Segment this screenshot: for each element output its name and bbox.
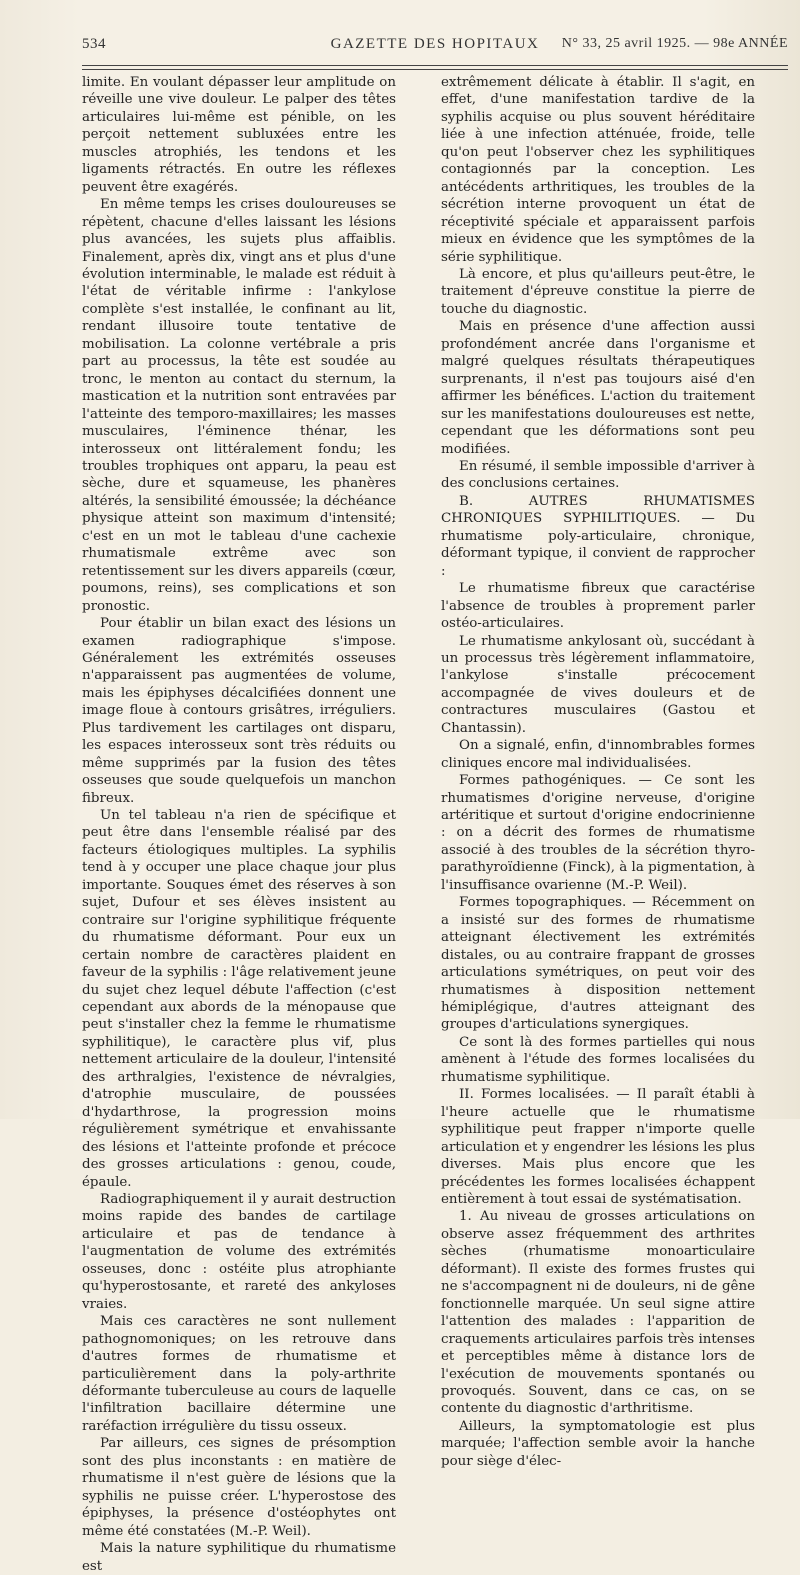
paragraph: Le rhumatisme ankylosant où, succédant à un processus très légèrement inflammatoire, l'ankylose s'installe précocement accompagnée de vives douleurs et de contractures musculaires (Gastou et Chantassin). — [441, 633, 755, 736]
paragraph: Mais ces caractères ne sont nullement pathognomoniques; on les retrouve dans d'autres formes de rhumatisme et particulièrement dans la poly-arthrite déformante tuberculeuse au cours de laquelle l'infiltration bacillaire détermine une raréfaction irrégulière du tissu osseux. — [82, 1314, 396, 1434]
paragraph: Pour établir un bilan exact des lésions un examen radiographique s'impose. Généralement les extrémités osseuses n'apparaissent pas augmentées de volume, mais les épiphyses décalcifiées donnent une image floue à contours grisâtres, irréguliers. Plus tardivement les cartilages ont disparu, les espaces interosseux sont très réduits ou même supprimés par la fusion des têtes osseuses que soude quelquefois un manchon fibreux. — [82, 616, 396, 806]
paragraph: Formes pathogéniques. — Ce sont les rhumatismes d'origine nerveuse, d'origine artéritique et surtout d'origine endocrinienne : on a décrit des formes de rhumatisme associé à des troubles de la sécrétion thyro-parathyroïdienne (Finck), à la pigmentation, à l'insuffisance ovarienne (M.-P. Weil). — [441, 773, 755, 893]
paragraph: Radiographiquement il y aurait destruction moins rapide des bandes de cartilage articulaire et pas de tendance à l'augmentation de volume des extrémités osseuses, donc : ostéite plus atrophiante qu'hyperostosante, et rareté des ankyloses vraies. — [82, 1192, 396, 1312]
paragraph: On a signalé, enfin, d'innombrables formes cliniques encore mal individualisées. — [441, 738, 755, 771]
paragraph: extrêmement délicate à établir. Il s'agit, en effet, d'une manifestation tardive de la syphilis acquise ou plus souvent héréditaire liée à une infection atténuée, froide, telle qu'on peut l'observer chez les syphilitiques contagionnés par la conception. Les antécédents arthritiques, les troubles de la sécrétion interne provoquent un état de réceptivité spéciale et apparaissent parfois mieux en évidence que les symptômes de la série syphilitique. — [441, 75, 755, 265]
paragraph: Ce sont là des formes partielles qui nous amènent à l'étude des formes localisées du rhumatisme syphilitique. — [441, 1034, 755, 1085]
page-header — [82, 36, 788, 58]
header-rule-top — [82, 65, 788, 66]
paragraph: En résumé, il semble impossible d'arriver à des conclusions certaines. — [441, 458, 755, 492]
left-column — [82, 74, 396, 1574]
paragraph: Un tel tableau n'a rien de spécifique et peut être dans l'ensemble réalisé par des facteurs étiologiques multiples. La syphilis tend à y occuper une place chaque jour plus importante. Souques émet des réserves à son sujet, Dufour et ses élèves insistent au contraire sur l'origine syphilitique fréquente du rhumatisme déformant. Pour eux un certain nombre de caractères plaident en faveur de la syphilis : l'âge relativement jeune du sujet chez lequel débute l'affection (c'est cependant aux abords de la ménopause que peut s'installer chez la femme le rhumatisme syphilitique), le caractère plus vif, plus nettement articulaire de la douleur, l'intensité des arthralgies, l'existence de névralgies, d'atrophie musculaire, de poussées d'hydarthrose, la progression moins régulièrement symétrique et envahissante des lésions et l'atteinte profonde et précoce des grosses articulations : genou, coude, épaule. — [82, 808, 396, 1190]
header-rule-bottom — [82, 69, 788, 70]
paragraph: Mais la nature syphilitique du rhumatisme est — [82, 1541, 396, 1574]
paragraph: En même temps les crises douloureuses se répètent, chacune d'elles laissant les lésions plus avancées, les sujets plus affaiblis. Finalement, après dix, vingt ans et plus d'une évolution interminable, le malade est réduit à l'état de véritable infirme : l'ankylose complète s'est installée, le confinant au lit, rendant illusoire toute tentative de mobilisation. La colonne vertébrale a pris part au processus, la tête est soudée au tronc, le menton au contact du sternum, la mastication et la nutrition sont entravées par l'atteinte des temporo-maxillaires; les masses musculaires, l'éminence thénar, les interosseux ont littéralement fondu; les troubles trophiques ont apparu, la peau est sèche, dure et squameuse, les phanères altérés, la sensibilité émoussée; la déchéance physique atteint son maximum d'intensité; c'est en un mot le tableau d'une cachexie rhumatismale extrême avec son retentissement sur les divers appareils (cœur, poumons, reins), ses complications et son pronostic. — [82, 197, 396, 614]
paragraph: Formes topographiques. — Récemment on a insisté sur des formes de rhumatisme atteignant électivement les extrémités distales, ou au contraire frappant de grosses articulations symétriques, on peut voir des rhumatismes à disposition nettement hémiplégique, d'autres atteignant des groupes d'articulations synergiques. — [441, 895, 755, 1033]
paragraph: Par ailleurs, ces signes de présomption sont des plus inconstants : en matière de rhumatisme il n'est guère de lésions que la syphilis ne puisse créer. L'hyperostose des épiphyses, la présence d'ostéophytes ont même été constatées (M.-P. Weil). — [82, 1436, 396, 1539]
right-column — [441, 74, 755, 1469]
section-heading: II. Formes localisées. — Il paraît établi à l'heure actuelle que le rhumatisme syphilitique peut frapper n'importe quelle articulation et y engendrer les lésions les plus diverses. Mais plus encore que les précédentes les formes localisées échappent entièrement à tout essai de systématisation. — [441, 1087, 755, 1207]
paragraph: Ailleurs, la symptomatologie est plus marquée; l'affection semble avoir la hanche pour siège d'élec- — [441, 1418, 755, 1469]
paragraph: Le rhumatisme fibreux que caractérise l'absence de troubles à proprement parler ostéo-articulaires. — [441, 581, 755, 632]
paragraph: Mais en présence d'une affection aussi profondément ancrée dans l'organisme et malgré quelques résultats thérapeutiques surprenants, il n'est pas toujours aisé d'en affirmer les bénéfices. L'action du traitement sur les manifestations douloureuses est nette, cependant que les déformations sont peu modifiées. — [441, 319, 755, 457]
section-heading: B. AUTRES RHUMATISMES CHRONIQUES SYPHILITIQUES. — Du rhumatisme poly-articulaire, chronique, déformant typique, il convient de rapprocher : — [441, 493, 755, 579]
journal-title: GAZETTE DES HOPITAUX — [330, 36, 540, 52]
paragraph: Là encore, et plus qu'ailleurs peut-être, le traitement d'épreuve constitue la pierre de touche du diagnostic. — [441, 266, 755, 317]
issue-info: N° 33, 25 avril 1925. — 98e ANNÉE — [561, 36, 788, 51]
paragraph: 1. Au niveau de grosses articulations on observe assez fréquemment des arthrites sèches (rhumatisme monoarticulaire déformant). Il existe des formes frustes qui ne s'accompagnent ni de douleurs, ni de gêne fonctionnelle marquée. Un seul signe attire l'attention des malades : l'apparition de craquements articulaires parfois très intenses et perceptibles même à distance lors de l'exécution de mouvements spontanés ou provoqués. Souvent, dans ce cas, on se contente du diagnostic d'arthritisme. — [441, 1209, 755, 1417]
page-number: 534 — [82, 36, 106, 52]
paragraph: limite. En voulant dépasser leur amplitude on réveille une vive douleur. Le palper des têtes articulaires lui-même est pénible, on les perçoit nettement subluxées entre les muscles atrophiés, les tendons et les ligaments rétractés. En outre les réflexes peuvent être exagérés. — [82, 75, 396, 195]
